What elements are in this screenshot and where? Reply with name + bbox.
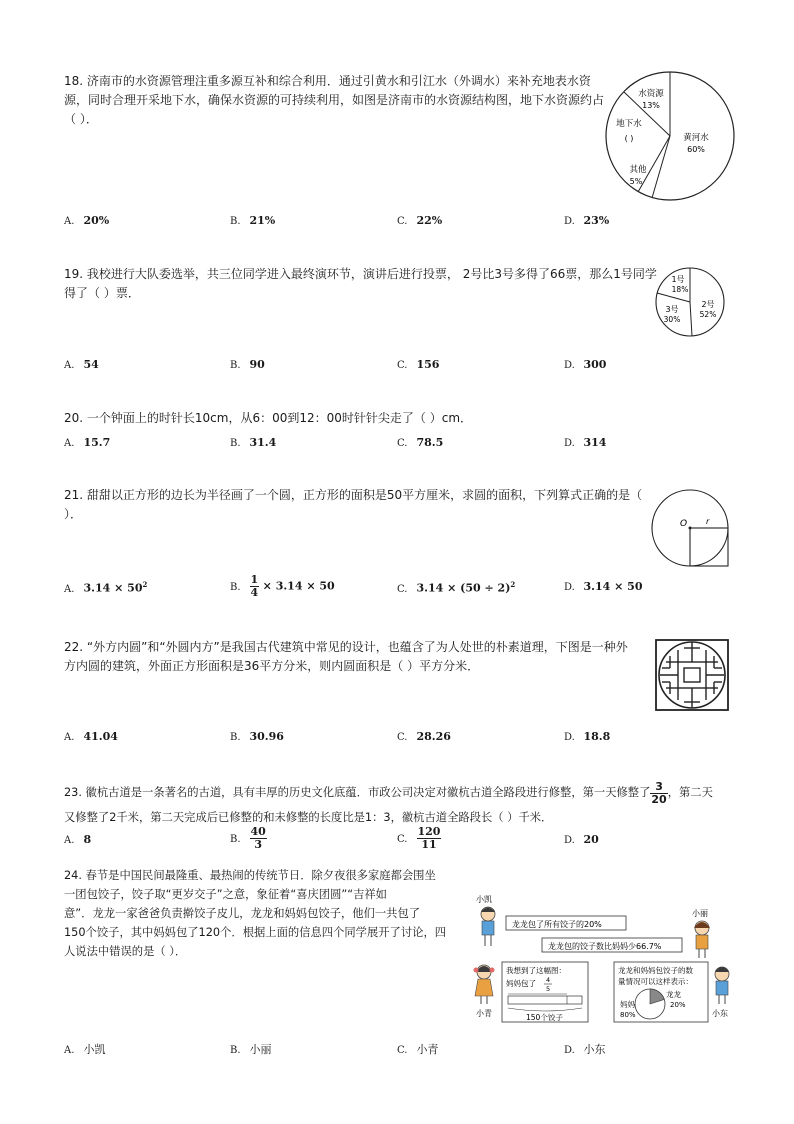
q24-line-5: 人说法中错误的是（ ）．: [64, 945, 187, 958]
q18-pie-pct-2: ( ): [624, 134, 634, 143]
q20-option-a[interactable]: A. 15.7: [64, 436, 111, 449]
q23-option-b[interactable]: B. $\frac{40}{3}$: [230, 825, 266, 851]
q19-pie-label-2: 2号: [701, 300, 715, 309]
q24-option-d[interactable]: D. 小东: [564, 1043, 606, 1056]
bubble-xiaoqing-frac-num: 4: [546, 976, 551, 984]
q23-line-2: 又修整了2千米，第二天完成后已修整的和未修整的长度比是1：3，徽杭古道全路段长（ ）千米．: [64, 811, 553, 824]
q19-option-a[interactable]: A. 54: [64, 358, 99, 371]
q23-option-b-fraction: $\frac{40}{3}$: [250, 825, 266, 851]
kid-xiaodong: [712, 967, 729, 1018]
pie-longlong-pct: 20%: [670, 1001, 686, 1009]
question-24: [64, 866, 446, 961]
kid-xiaoqing: [474, 965, 495, 1018]
q24-option-b[interactable]: B. 小丽: [230, 1043, 272, 1056]
q21-option-d[interactable]: D. 3.14 × 50: [564, 580, 643, 593]
question-20: [64, 409, 472, 428]
q24-line-1: 24. 春节是中国民间最隆重、最热闹的传统节日．除夕夜很多家庭都会围坐: [64, 869, 436, 882]
q21-radius-label: r: [706, 517, 710, 526]
q21-option-a[interactable]: A. $3.14 \times 50^2$: [64, 580, 148, 595]
q19-option-c[interactable]: C. 156: [397, 358, 440, 371]
q24-option-a[interactable]: A. 小凯: [64, 1043, 106, 1056]
q19-pie-pct-1: 18%: [671, 285, 689, 294]
q18-pie-pct-3: 60%: [687, 145, 705, 154]
q23-option-c-fraction: $\frac{120}{11}$: [417, 825, 441, 851]
q21-line-1: 21. 甜甜以正方形的边长为半径画了一个圆，正方形的面积是50平方厘米，求圆的面积，下列算式正确的是（: [64, 488, 643, 502]
q18-pie-chart: [600, 68, 740, 204]
q20-option-b[interactable]: B. 31.4: [230, 436, 277, 449]
question-19: [64, 265, 657, 303]
q19-line-2: 得了（ ）票．: [64, 286, 140, 300]
q22-building-figure: [654, 638, 730, 712]
bubble-xiaodong-a: 龙龙和妈妈包饺子的数: [618, 966, 693, 975]
bubble-xiaokai: 龙龙包了所有饺子的20%: [512, 920, 602, 929]
q18-line-3: （ ）．: [64, 112, 98, 126]
bubble-xiaoli: 龙龙包的饺子数比妈妈少66.7%: [548, 942, 662, 951]
q18-option-b[interactable]: B. 21%: [230, 214, 276, 227]
q18-pie-label-2: 地下水: [616, 119, 642, 129]
q21-center-label: O: [680, 519, 688, 529]
q20-option-c[interactable]: C. 78.5: [397, 436, 444, 449]
q24-line-4: 150个饺子，其中妈妈包了120个．根据上面的信息四个同学展开了讨论，四: [64, 926, 447, 939]
bubble-xiaodong-b: 量情况可以这样表示：: [618, 977, 693, 986]
q24-line-2: 一团包饺子，饺子取“更岁交子”之意，象征着“喜庆团圆”“吉祥如: [64, 888, 387, 901]
svg-text:小东: 小东: [712, 1009, 728, 1018]
q19-pie-label-1: 1号: [671, 275, 685, 284]
q22-option-c[interactable]: C. 28.26: [397, 730, 451, 743]
svg-text:小凯: 小凯: [476, 895, 492, 904]
question-23: [64, 778, 713, 827]
q22-option-d[interactable]: D. 18.8: [564, 730, 611, 743]
q18-pie-label-3: 黄河水: [683, 133, 709, 143]
q21-circle-square-figure: [650, 486, 734, 570]
q21-option-b-fraction: $\frac{1}{4}$: [250, 573, 259, 599]
q23-line-1: 23. 徽杭古道是一条著名的古道，具有丰厚的历史文化底蕴．市政公司决定对徽杭古道全路段进行修整，第一天修整了 $\frac{3}{20}$ ，第二天: [64, 779, 713, 806]
q24-discussion-scene: [470, 890, 740, 1028]
q18-line-2: 源，同时合理开采地下水，确保水资源的可持续利用，如图是济南市的水资源结构图，地下水资源约占: [64, 93, 605, 107]
question-22: [64, 638, 628, 676]
q21-line-2: ）．: [64, 507, 83, 521]
q19-pie-label-3: 3号: [665, 305, 679, 314]
q23-fraction: $\frac{3}{20}$: [651, 779, 667, 806]
q23-option-c[interactable]: C. $\frac{120}{11}$: [397, 825, 441, 851]
q19-pie-pct-2: 52%: [699, 310, 717, 319]
q22-option-a[interactable]: A. 41.04: [64, 730, 118, 743]
bubble-xiaoqing-frac-den: 5: [546, 985, 551, 993]
bubble-xiaoqing-a: 我想到了这幅图：: [506, 966, 566, 975]
kid-xiaokai: [476, 894, 495, 946]
bubble-xiaoqing-b: 妈妈包了: [506, 979, 536, 988]
q18-option-c[interactable]: C. 22%: [397, 214, 443, 227]
pie-longlong-label: 龙龙: [666, 990, 681, 999]
question-21: [64, 486, 642, 524]
q20-line-1: 20. 一个钟面上的时针长10cm，从6：00到12：00时针针尖走了（ ）cm．: [64, 411, 473, 425]
q21-option-b[interactable]: B. $\frac{1}{4}$ × 3.14 × 50: [230, 573, 335, 599]
q20-option-d[interactable]: D. 314: [564, 436, 607, 449]
q18-option-a[interactable]: A. 20%: [64, 214, 110, 227]
q18-line-1: 18. 济南市的水资源管理注重多源互补和综合利用．通过引黄水和引江水（外调水）来补充地表水资: [64, 74, 591, 88]
q24-option-c[interactable]: C. 小青: [397, 1043, 439, 1056]
q22-line-1: 22. “外方内圆”和“外圆内方”是我国古代建筑中常见的设计，也蕴含了为人处世的朴素道理，下图是一种外: [64, 640, 628, 654]
q19-pie-chart: [650, 264, 730, 340]
q22-option-b[interactable]: B. 30.96: [230, 730, 284, 743]
q22-line-2: 方内圆的建筑，外面正方形面积是36平方分米，则内圆面积是（ ）平方分米．: [64, 659, 480, 673]
q18-pie-pct-4: 5%: [629, 177, 643, 186]
question-18: [64, 72, 604, 129]
q19-option-b[interactable]: B. 90: [230, 358, 265, 371]
q18-pie-label-1: 水资源: [638, 89, 664, 99]
q18-pie-label-4: 其他: [629, 165, 647, 175]
q18-option-d[interactable]: D. 23%: [564, 214, 610, 227]
q24-line-3: 意”．龙龙一家爸爸负责擀饺子皮儿，龙龙和妈妈包饺子，他们一共包了: [64, 907, 421, 920]
svg-text:小丽: 小丽: [692, 909, 708, 918]
q23-option-a[interactable]: A. 8: [64, 833, 92, 846]
svg-text:小青: 小青: [476, 1009, 492, 1018]
q19-pie-pct-3: 30%: [663, 315, 681, 324]
q23-option-d[interactable]: D. 20: [564, 833, 599, 846]
pie-mom-pct: 80%: [620, 1011, 636, 1019]
pie-mom-label: 妈妈: [620, 1000, 635, 1009]
q21-option-c[interactable]: C. $3.14 \times (50 \div 2)^2$: [397, 580, 516, 595]
q18-pie-pct-1: 13%: [642, 101, 660, 110]
q19-line-1: 19. 我校进行大队委选举，共三位同学进入最终演环节，演讲后进行投票， 2号比3号多得了66票，那么1号同学: [64, 267, 657, 281]
bubble-xiaoqing-c: 150个饺子: [526, 1013, 563, 1022]
q19-option-d[interactable]: D. 300: [564, 358, 607, 371]
kid-xiaoli: [692, 908, 710, 958]
